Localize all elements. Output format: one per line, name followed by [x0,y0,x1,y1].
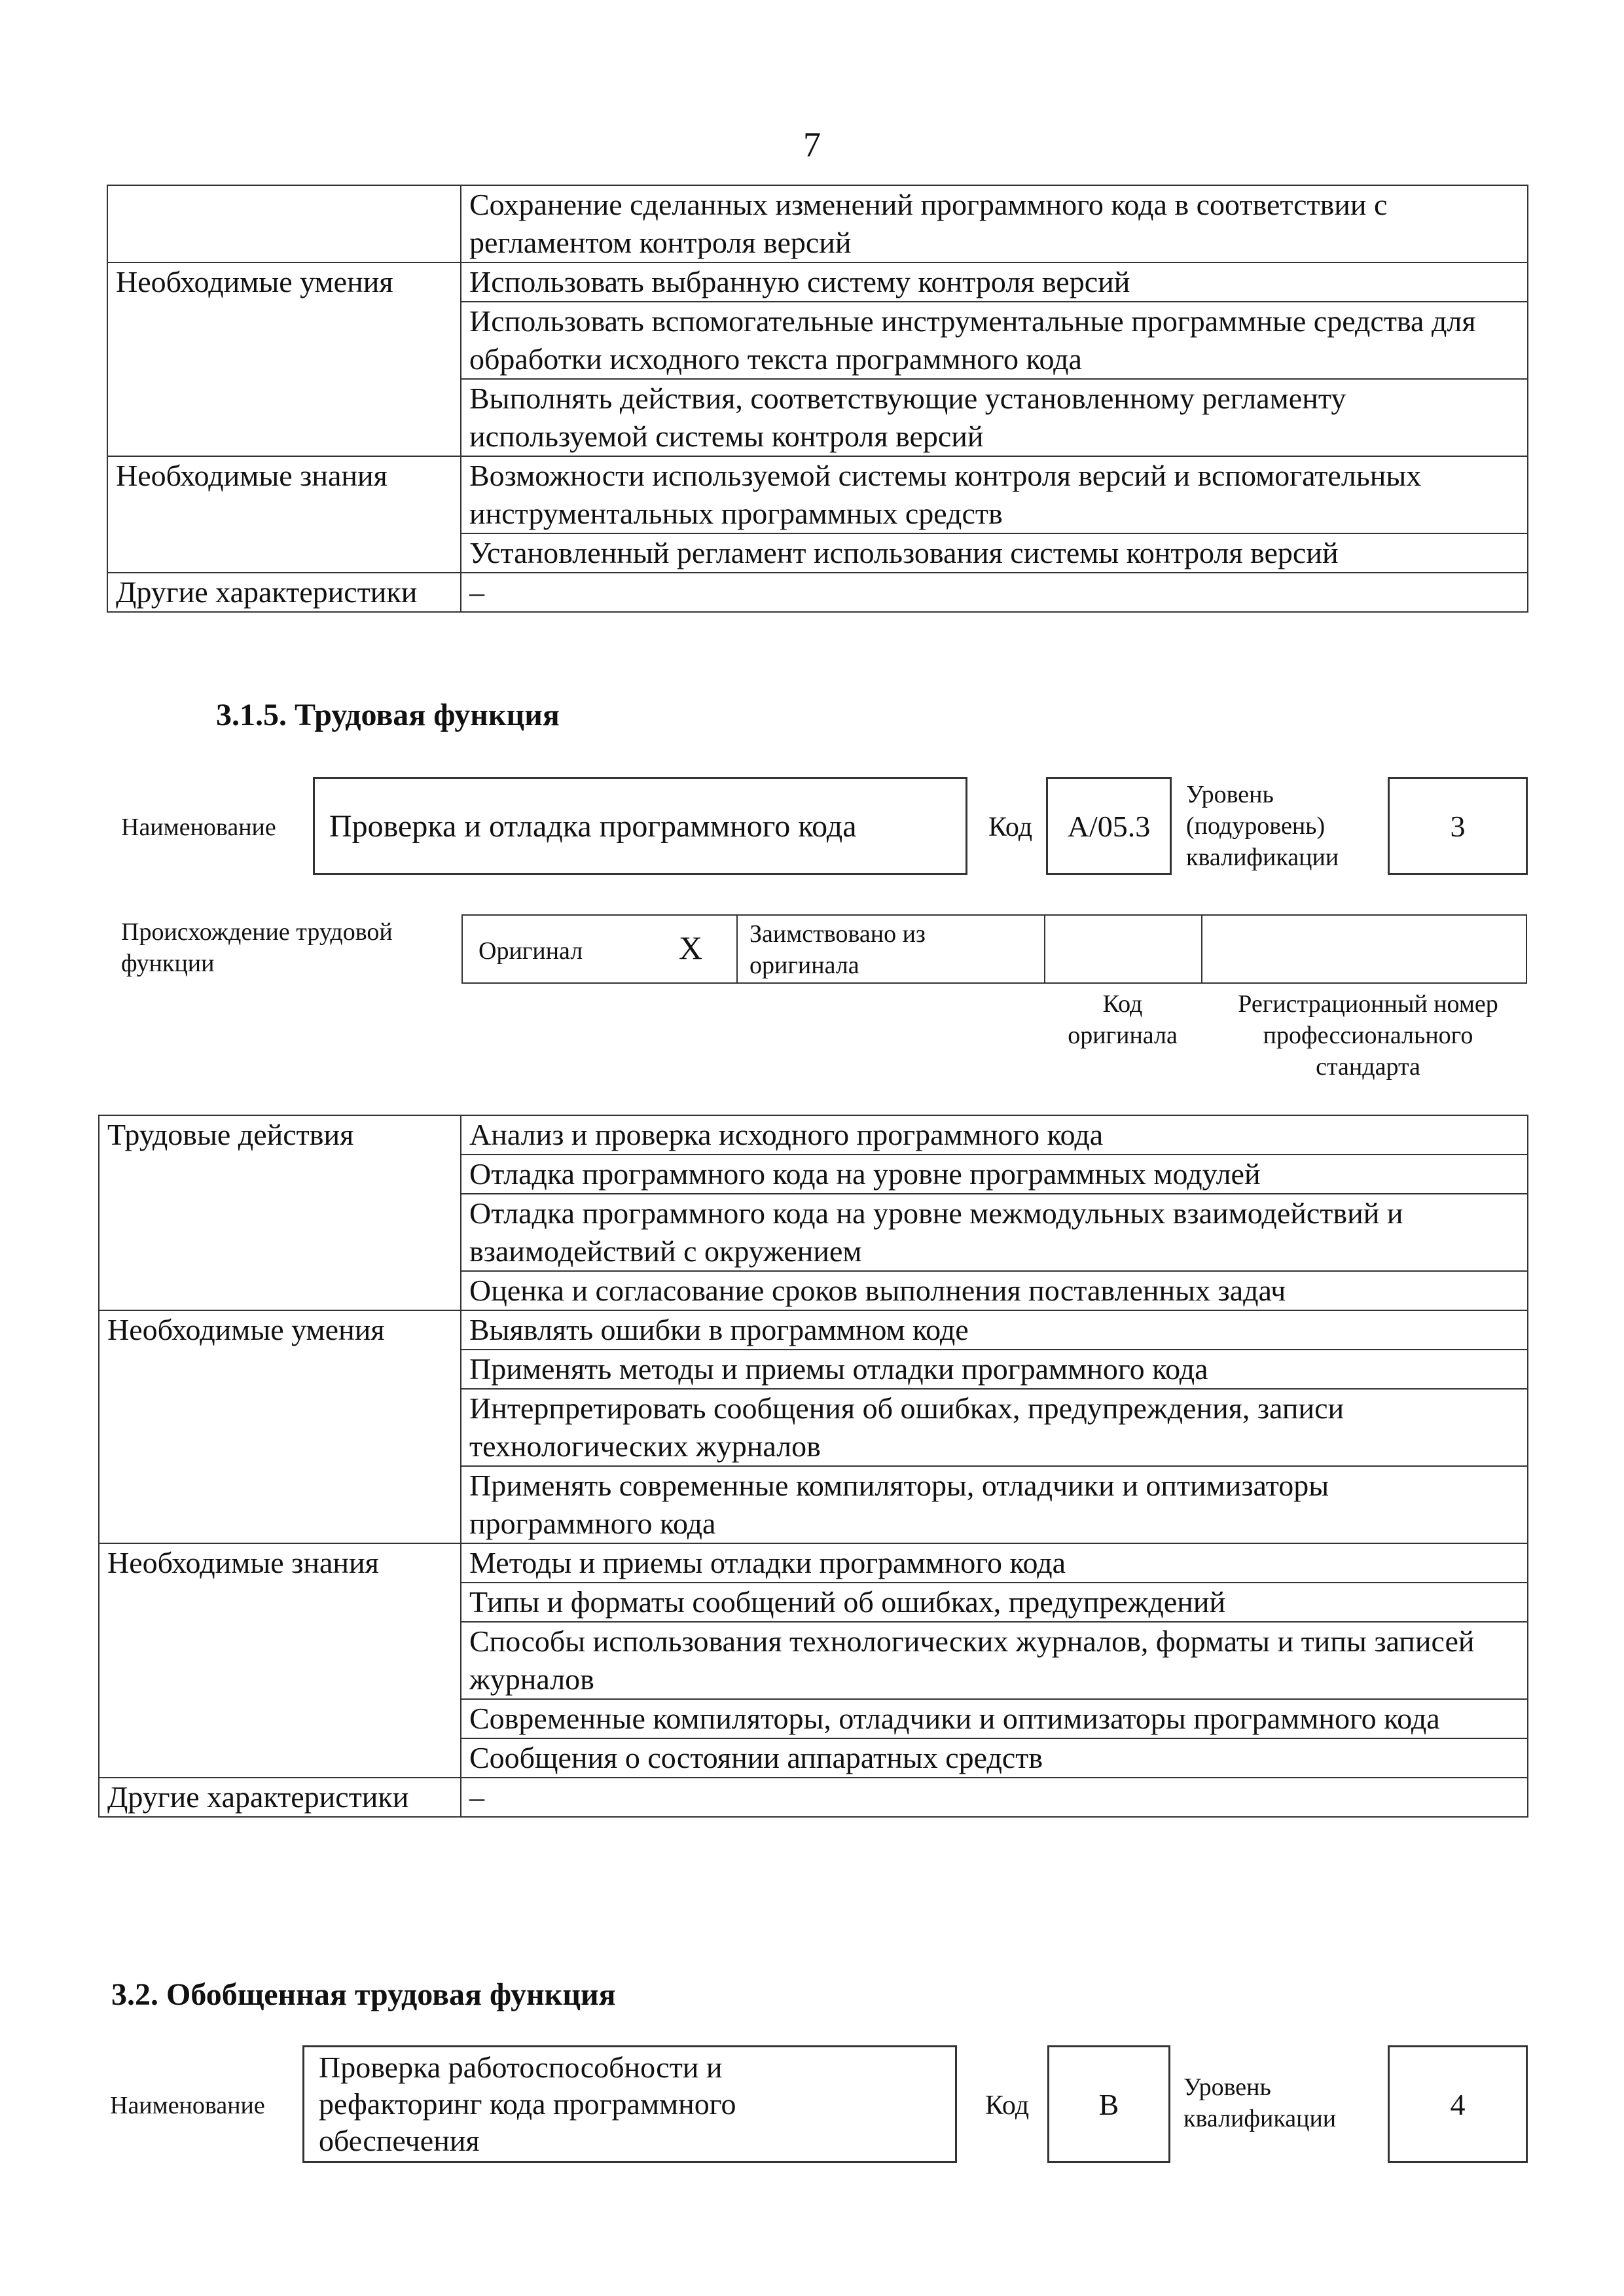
page-number: 7 [803,125,821,164]
row-item: Использовать вспомогательные инструментальные программные средства для обработки исходного текста программного кода [461,302,1528,379]
original-mark: X [679,929,703,966]
row-item: Выполнять действия, соответствующие установленному регламенту используемой системы контроля версий [461,379,1528,456]
row-item: Сообщения о состоянии аппаратных средств [461,1738,1528,1778]
table-row [107,573,1528,612]
row-label [107,185,461,262]
competency-table-2 [98,1115,1528,1818]
origin-label: Происхождение трудовой функции [121,918,393,977]
row-item: Интерпретировать сообщения об ошибках, предупреждения, записи технологических журналов [461,1389,1528,1466]
level-value-32: 4 [1450,2087,1466,2121]
row-label: Другие характеристики [107,573,461,612]
table-row [107,262,1528,302]
row-item: Выявлять ошибки в программном коде [461,1310,1528,1350]
level-label: Уровень (подуровень) квалификации [1186,781,1339,871]
code-value: A/05.3 [1067,809,1151,843]
original-label: Оригинал [478,937,583,965]
row-item: Типы и форматы сообщений об ошибках, предупреждений [461,1583,1528,1622]
row-item: Использовать выбранную систему контроля версий [461,262,1528,302]
row-item: Анализ и проверка исходного программного кода [461,1115,1528,1155]
borrowed-label: Заимствовано из оригинала [749,920,926,979]
section-heading-315: 3.1.5. Трудовая функция [216,698,560,732]
code-box-32 [1047,2045,1170,2163]
code-label: Код [988,812,1033,842]
row-item: Применять методы и приемы отладки программного кода [461,1350,1528,1389]
row-item: Отладка программного кода на уровне программных модулей [461,1155,1528,1194]
row-item: Сохранение сделанных изменений программного кода в соответствии с регламентом контроля версий [461,185,1528,262]
caption-registration-number: Регистрационный номер профессионального стандарта [1238,990,1498,1081]
name-label-32: Наименование [110,2092,265,2119]
table-row [99,1115,1528,1155]
row-label: Другие характеристики [99,1778,461,1817]
row-item: Возможности используемой системы контроля версий и вспомогательных инструментальных программных средств [461,456,1528,533]
row-label: Необходимые знания [107,456,461,573]
section-heading-32: 3.2. Обобщенная трудовая функция [111,1977,616,2012]
level-label-32: Уровень квалификации [1183,2073,1337,2132]
code-box [1046,777,1172,875]
generalized-function-name: Проверка работоспособности и рефакторинг кода программного обеспечения [319,2051,736,2157]
table-row [107,185,1528,262]
row-item: Отладка программного кода на уровне межмодульных взаимодействий и взаимодействий с окружением [461,1194,1528,1271]
row-label: Необходимые умения [107,262,461,456]
table-row [99,1310,1528,1350]
row-item: Методы и приемы отладки программного кода [461,1543,1528,1583]
row-label: Необходимые знания [99,1543,461,1778]
row-item: – [461,573,1528,612]
competency-table-1 [107,185,1528,613]
name-label: Наименование [121,814,276,841]
row-item: Оценка и согласование сроков выполнения поставленных задач [461,1271,1528,1310]
level-box-32 [1388,2045,1528,2163]
level-box [1388,777,1528,875]
code-label-32: Код [985,2090,1030,2121]
row-item: Применять современные компиляторы, отладчики и оптимизаторы программного кода [461,1466,1528,1543]
row-item: Установленный регламент использования системы контроля версий [461,533,1528,573]
row-item: Способы использования технологических журналов, форматы и типы записей журналов [461,1622,1528,1699]
row-label: Трудовые действия [99,1115,461,1310]
table-row [99,1778,1528,1817]
level-value: 3 [1450,809,1466,843]
row-item: – [461,1778,1528,1817]
code-value-32: B [1098,2087,1119,2121]
table-row [99,1543,1528,1583]
origin-table [461,914,1527,984]
table-row [107,456,1528,533]
function-name-box [313,777,967,875]
caption-code-original: Код оригинала [1068,990,1178,1049]
function-name: Проверка и отладка программного кода [329,808,857,844]
generalized-function-name-box [302,2045,957,2163]
row-item: Современные компиляторы, отладчики и оптимизаторы программного кода [461,1699,1528,1738]
row-label: Необходимые умения [99,1310,461,1543]
